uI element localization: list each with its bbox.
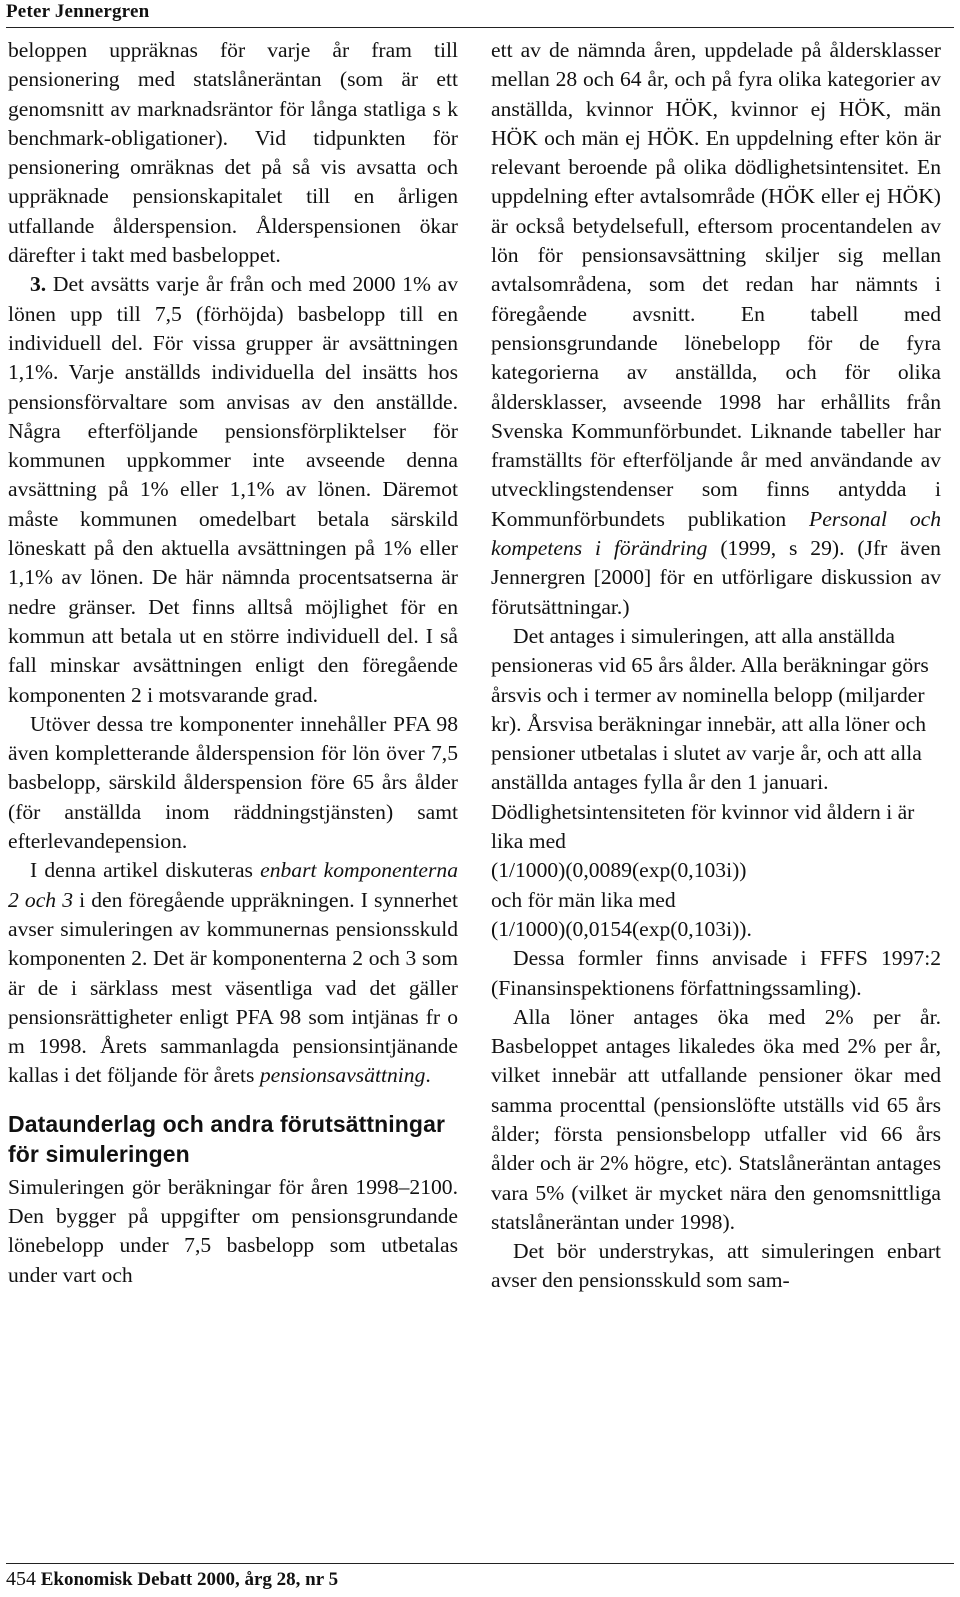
right-paragraph-4: Alla löner antages öka med 2% per år. Basbeloppet antages likaledes öka med 2% per år, vilket innebär att utfallande pensioner ökar med samma procenttal (pensionslöfte utställs vid 65 års ålder; första pensionsbelopp utfaller vid 66 års ålder och är 2% högre, etc). Statslåneräntan antages vara 5% (vilket är mycket nära den genomsnittliga statslåneräntan under 1998). [491, 1004, 941, 1234]
right-column [491, 36, 941, 1296]
item-number-3: 3. [30, 272, 47, 297]
right-paragraph-1-a: ett av de nämnda åren, uppdelade på åldersklasser mellan 28 och 64 år, och på fyra olika kategorier av anställda, kvinnor HÖK, kvinnor ej HÖK, män HÖK och män ej HÖK. En uppdelning efter kön är relevant beroende på olika dödlighetsintensitet. En uppdelning efter avtalsområde (HÖK eller ej HÖK) är också betydelsefull, eftersom procentandelen av lön för pensionsavsättning skiljer sig mellan avtalsområdena, som det redan har nämnts i föregående avsnitt. En tabell med pensionsgrundande lönebelopp för de fyra kategorierna av anställda, och för olika åldersklasser, avseende 1998 har erhållits från Svenska Kommunförbundet. Liknande tabeller har framställts för efterföljande år med användande av utvecklingstendenser som finns antydda i Kommunförbundets publikation [491, 38, 941, 531]
page-footer [6, 1563, 954, 1591]
left-paragraph-4-a: I denna artikel diskuteras [30, 858, 261, 883]
right-paragraph-2: Det antages i simuleringen, att alla anställda pensioneras vid 65 års ålder. Alla beräkningar görs årsvis och i termer av nominella belopp (miljarder kr). Årsvisa beräkningar innebär, att alla löner och pensioner utbetalas i slutet av varje år, och att alla anställda antages fylla år den 1 januari. Dödlighetsintensiteten för kvinnor vid åldern i är lika med [491, 623, 929, 854]
page-number: 454 [6, 1568, 36, 1590]
formula-connector: och för män lika med [491, 887, 676, 912]
left-paragraph-4-emphasis-2: pensionsavsättning [259, 1063, 426, 1088]
right-paragraph-5: Det bör understrykas, att simuleringen enbart avser den pensionsskuld som sam- [491, 1239, 941, 1293]
right-paragraph-1-b: (1999, s 29). (Jfr även Jennergren [2000] för en utförligare diskussion av förutsättningar.) [491, 536, 941, 619]
right-paragraph-1 [491, 36, 941, 622]
left-column [8, 36, 458, 1290]
section-heading: Dataunderlag och andra förutsättningar för simuleringen [8, 1110, 446, 1167]
left-paragraph-5: Simuleringen gör beräkningar för åren 1998–2100. Den bygger på uppgifter om pensionsgrundande lönebelopp under 7,5 basbelopp som utbetalas under vart och [8, 1174, 458, 1287]
formula-men: (1/1000)(0,0154(exp(0,103i)). [491, 916, 752, 941]
left-paragraph-2 [8, 270, 458, 709]
left-paragraph-4-b: i den föregående uppräkningen. I synnerhet avser simuleringen av kommunernas pensionsskuld komponenten 2. Det är komponenterna 2 och 3 som är de i särklass mest väsentliga vad det gäller pensionsrättigheter enligt PFA 98 som intjänas fr o m 1998. Årets sammanlagda pensionsintjänande kallas i det följande för årets [8, 887, 459, 1088]
publication-title: Personal och kompetens i förändring [491, 506, 941, 561]
journal-name: Ekonomisk Debatt 2000, årg 28, nr 5 [40, 1569, 339, 1590]
left-paragraph-1: beloppen uppräknas för varje år fram till pensionering med statslåneräntan (som är ett genomsnitt av marknadsräntor för långa statliga s k benchmark-obligationer). Vid tidpunkten för pensionering omräknas det på så vis avsatta och uppräknade pensionskapitalet till en årligen utfallande ålderspension. Ålderspensionen ökar därefter i takt med basbeloppet. [8, 38, 458, 268]
left-paragraph-4-c: . [425, 1063, 431, 1088]
right-paragraph-3: Dessa formler finns anvisade i FFFS 1997:2 (Finansinspektionens författningssamling). [491, 946, 941, 1000]
running-head-author: Peter Jennergren [6, 1, 150, 22]
left-paragraph-2-text: Det avsätts varje år från och med 2000 1% av lönen upp till 7,5 (förhöjda) basbelopp till en individuell del. För vissa grupper är avsättningen 1,1%. Varje anställds individuella del insätts hos pensionsförvaltare som anvisas av den anställde. Några efterföljande pensionsförpliktelser för kommunen uppkommer inte avseende denna avsättning på 1% eller 1,1% av lönen. Däremot måste kommunen omedelbart betala särskild löneskatt på den aktuella avsättningen på 1% eller 1,1% av lönen. De här nämnda procentsatserna är nedre gränser. Det finns alltså möjlighet för en kommun att betala ut en större individuell del. I så fall minskar avsättningen enligt den föregående komponenten 2 i motsvarande grad. [8, 272, 458, 707]
left-paragraph-4-emphasis: enbart komponenterna 2 och 3 [8, 858, 458, 912]
left-paragraph-3: Utöver dessa tre komponenter innehåller PFA 98 även kompletterande ålderspension för lön över 7,5 basbelopp, särskild ålderspension före 65 års ålder (för anställda inom räddningstjänsten) samt efterlevandepension. [8, 711, 458, 854]
running-head [6, 0, 954, 28]
formula-women: (1/1000)(0,0089(exp(0,103i)) [491, 858, 747, 883]
left-paragraph-4 [8, 856, 458, 1090]
